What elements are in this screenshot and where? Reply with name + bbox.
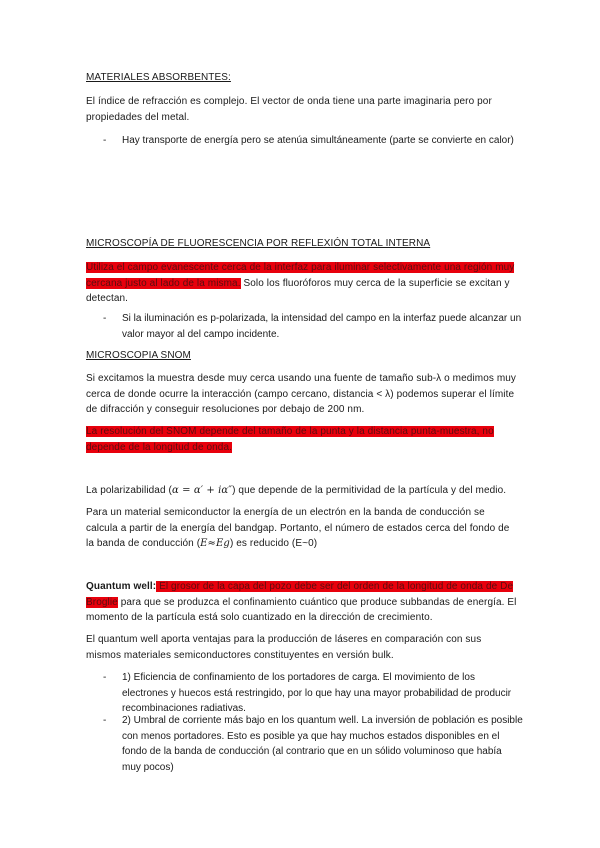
- paragraph: [86, 260, 518, 307]
- paragraph-text: ) es reducido (E~0): [229, 538, 318, 549]
- highlighted-text: La resolución del SNOM depende del tamaño de la punta y la distancia punta-muestra, no depende de la longitud de onda.: [86, 426, 494, 453]
- list-item: [103, 311, 523, 342]
- paragraph: [86, 505, 518, 552]
- highlighted-text: El grosor de la capa del pozo debe ser del orden de la longitud de onda de De Broglie: [86, 581, 514, 608]
- paragraph: [86, 424, 518, 455]
- list-item: [103, 133, 523, 149]
- paragraph-text: Solo los fluoróforos muy cerca de la superficie se excitan y detectan.: [86, 277, 510, 304]
- bullet-dash: -: [103, 715, 107, 726]
- list-item-text: Hay transporte de energía pero se atenúa simultáneamente (parte se convierte en calor): [122, 135, 514, 146]
- bullet-dash: -: [103, 313, 107, 324]
- list-item-text: 1) Eficiencia de confinamiento de los portadores de carga. El movimiento de los electrones y huecos está restringido, por lo que hay una mayor probabilidad de producir recombinaciones radiativas.: [122, 672, 512, 714]
- list-item-text: 2) Umbral de corriente más bajo en los quantum well. La inversión de población es posible con menos portadores. Esto es posible ya que hay muchos estados disponibles en el fondo de la banda de conducción (al contrario que en un sólido voluminoso que había muy pocos): [122, 715, 523, 773]
- paragraph-text: ) que depende de la permitividad de la partícula y del medio.: [232, 485, 507, 496]
- bullet-dash: -: [103, 672, 107, 683]
- paragraph: [86, 579, 518, 626]
- list-item-text: Si la iluminación es p-polarizada, la intensidad del campo en la interfaz puede alcanzar un valor mayor al del campo incidente.: [122, 313, 522, 340]
- quantum-well-label: Quantum well:: [86, 581, 157, 592]
- highlighted-text: Utiliza el campo evanescente cerca de la interfaz para iluminar selectivamente una región muy cercana justo al lado de la misma.: [86, 262, 515, 289]
- paragraph-text: La polarizabilidad (: [86, 485, 172, 496]
- paragraph: Si excitamos la muestra desde muy cerca usando una fuente de tamaño sub-λ o medimos muy cerca de donde ocurre la interacción (campo cercano, distancia < λ) podemos superar el límite de difracción y conseguir resoluciones por debajo de 200 nm.: [86, 373, 517, 415]
- paragraph-text: para que se produzca el confinamiento cuántico que produce subbandas de energía. El momento de la partícula está solo cuantizado en la dirección de crecimiento.: [86, 596, 517, 623]
- math-formula: E≈Eg: [200, 538, 230, 549]
- math-formula: α = α′ + iα″: [171, 485, 233, 496]
- section-heading-tirf: MICROSCOPÍA DE FLUORESCENCIA POR REFLEXIÓN TOTAL INTERNA: [86, 238, 431, 249]
- section-heading-snom: MICROSCOPIA SNOM: [86, 350, 191, 361]
- paragraph: [86, 483, 518, 499]
- paragraph-text: Para un material semiconductor la energía de un electrón en la banda de conducción se calcula a partir de la energía del bandgap. Portanto, el número de estados cerca del fondo de la banda de conducción (: [86, 507, 510, 549]
- paragraph: El índice de refracción es complejo. El vector de onda tiene una parte imaginaria pero por propiedades del metal.: [86, 96, 492, 123]
- section-heading-materiales-absorbentes: MATERIALES ABSORBENTES:: [86, 72, 231, 83]
- paragraph: El quantum well aporta ventajas para la producción de láseres en comparación con sus mismos materiales semiconductores constituyentes en versión bulk.: [86, 634, 482, 661]
- bullet-dash: -: [103, 135, 107, 146]
- list-item: [103, 713, 523, 775]
- list-item: [103, 670, 523, 717]
